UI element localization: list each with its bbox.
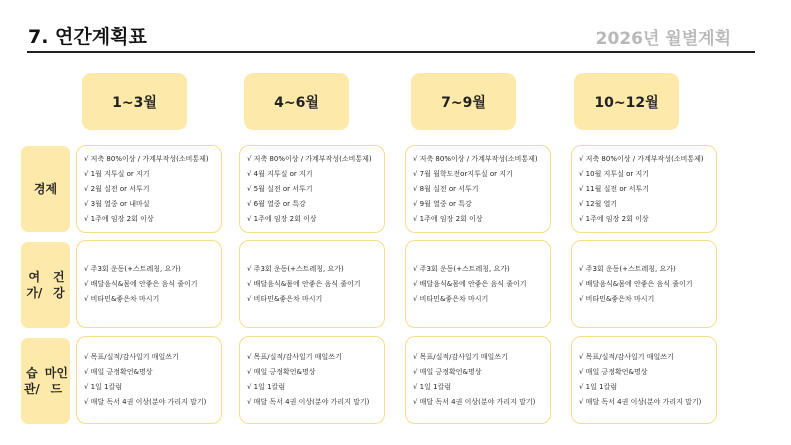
plan-item: √ 7월 월학도전or지투실 or 지기 (413, 169, 513, 178)
plan-item: √ 5월 실전 or 서투기 (247, 184, 313, 193)
plan-item: √ 저축 80%이상 / 가계부작성(소비통제) (84, 154, 209, 163)
plan-item: √ 매달 독서 4권 이상(분야 가리지 말기) (247, 398, 370, 406)
plan-item: √ 1일 1칼럼 (579, 383, 618, 391)
quarter-header-3: 7~9월 (411, 73, 516, 130)
plan-item: √ 목표/실적/감사일기 매일쓰기 (247, 353, 342, 361)
title-divider (27, 51, 755, 53)
plan-item: √ 매일 긍정확언&명상 (84, 368, 153, 376)
plan-cell (239, 240, 385, 328)
plan-item: √ 매일 긍정확언&명상 (413, 368, 482, 376)
plan-item: √ 4월 지투실 or 지기 (247, 169, 313, 178)
plan-item: √ 배달음식&몸에 안좋은 음식 줄이기 (413, 279, 527, 288)
plan-item: √ 비타민&좋은차 마시기 (247, 294, 323, 303)
plan-cell (76, 240, 222, 328)
plan-item: √ 매달 독서 4권 이상(분야 가리지 말기) (579, 398, 702, 406)
plan-item: √ 1주에 임장 2회 이상 (84, 214, 154, 223)
plan-cell (405, 145, 551, 233)
plan-cell (239, 145, 385, 233)
category-label-2: 여가/ 건강 (21, 242, 70, 328)
plan-cell (405, 336, 551, 424)
plan-cell (76, 145, 222, 233)
plan-item: √ 10월 지투실 or 지기 (579, 169, 650, 178)
plan-item: √ 주3회 운동(+스트레칭, 요가) (247, 264, 344, 273)
plan-item: √ 비타민&좋은차 마시기 (579, 294, 655, 303)
plan-item: √ 12월 열기 (579, 199, 618, 208)
plan-item: √ 11월 실전 or 서투기 (579, 184, 650, 193)
plan-item: √ 매달 독서 4권 이상(분야 가리지 말기) (84, 398, 207, 406)
plan-item: √ 8월 실전 or 서투기 (413, 184, 479, 193)
plan-item: √ 1일 1칼럼 (84, 383, 123, 391)
quarter-header-2: 4~6월 (244, 73, 349, 130)
plan-item: √ 주3회 운동(+스트레칭, 요가) (413, 264, 510, 273)
plan-item: √ 저축 80%이상 / 가계부작성(소비통제) (579, 154, 704, 163)
plan-item: √ 저축 80%이상 / 가계부작성(소비통제) (413, 154, 538, 163)
plan-item: √ 주3회 운동(+스트레칭, 요가) (579, 264, 676, 273)
plan-item: √ 9월 열중 or 특강 (413, 199, 472, 208)
plan-item: √ 배달음식&몸에 안좋은 음식 줄이기 (247, 279, 361, 288)
plan-item: √ 목표/실적/감사일기 매일쓰기 (579, 353, 674, 361)
plan-cell (571, 336, 717, 424)
plan-item: √ 매일 긍정확언&명상 (247, 368, 316, 376)
plan-cell (76, 336, 222, 424)
plan-cell (405, 240, 551, 328)
plan-item: √ 1주에 임장 2회 이상 (247, 214, 317, 223)
plan-item: √ 저축 80%이상 / 가계부작성(소비통제) (247, 154, 372, 163)
plan-cell (239, 336, 385, 424)
plan-item: √ 1주에 임장 2회 이상 (413, 214, 483, 223)
plan-item: √ 1월 지투실 or 지기 (84, 169, 150, 178)
category-label-3: 습관/ 마인드 (21, 338, 70, 424)
plan-item: √ 2월 실전 or 서투기 (84, 184, 150, 193)
plan-item: √ 비타민&좋은차 마시기 (413, 294, 489, 303)
plan-item: √ 3월 열중 or 내마실 (84, 199, 150, 208)
plan-item: √ 배달음식&몸에 안좋은 음식 줄이기 (84, 279, 198, 288)
category-label-1: 경제 (21, 146, 70, 232)
page-title: 7. 연간계획표 (28, 26, 147, 48)
plan-item: √ 목표/실적/감사일기 매일쓰기 (413, 353, 508, 361)
plan-cell (571, 240, 717, 328)
plan-item: √ 6월 열중 or 특강 (247, 199, 306, 208)
quarter-header-1: 1~3월 (82, 73, 187, 130)
quarter-header-4: 10~12월 (574, 73, 679, 130)
plan-item: √ 1일 1칼럼 (413, 383, 452, 391)
plan-item: √ 1주에 임장 2회 이상 (579, 214, 649, 223)
plan-item: √ 1일 1칼럼 (247, 383, 286, 391)
plan-item: √ 비타민&좋은차 마시기 (84, 294, 160, 303)
page-subtitle: 2026년 월별계획 (595, 29, 731, 49)
plan-item: √ 주3회 운동(+스트레칭, 요가) (84, 264, 181, 273)
plan-item: √ 매일 긍정확언&명상 (579, 368, 648, 376)
plan-cell (571, 145, 717, 233)
plan-item: √ 배달음식&몸에 안좋은 음식 줄이기 (579, 279, 693, 288)
plan-item: √ 목표/실적/감사일기 매일쓰기 (84, 353, 179, 361)
plan-item: √ 매달 독서 4권 이상(분야 가리지 말기) (413, 398, 536, 406)
